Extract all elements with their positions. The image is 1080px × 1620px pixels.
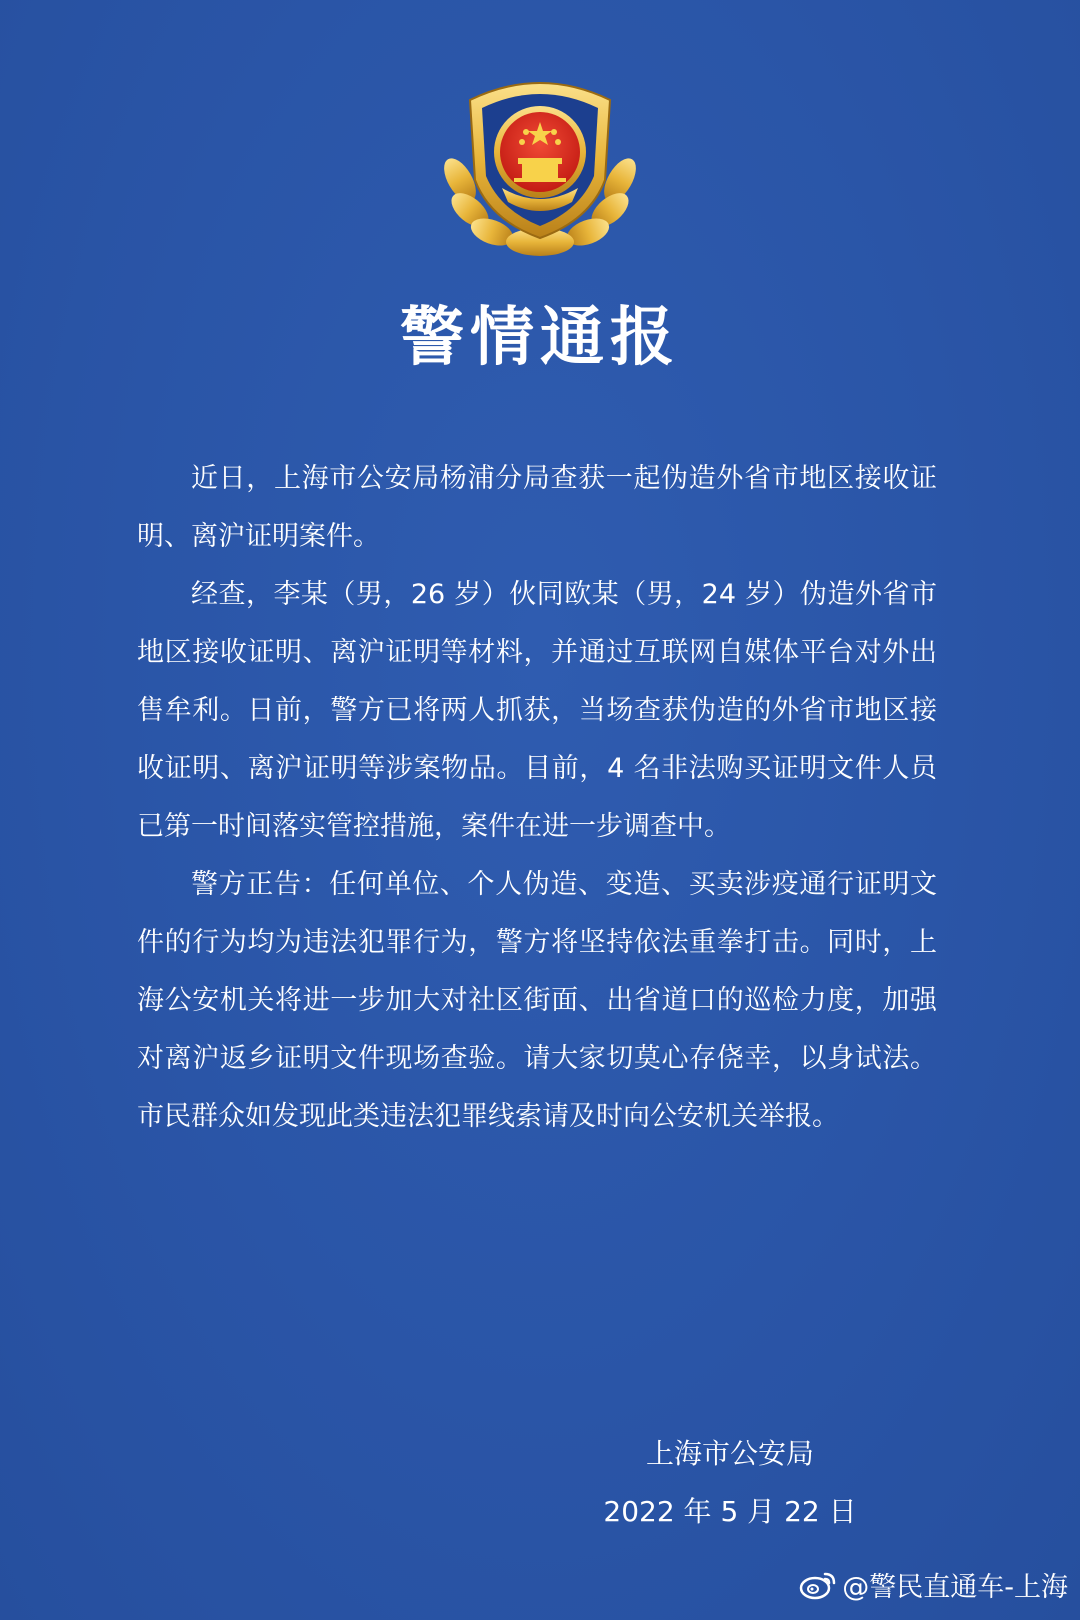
- paragraph-2: 经查，李某（男，26 岁）伙同欧某（男，24 岁）伪造外省市地区接收证明、离沪证明等材料，并通过互联网自媒体平台对外出售牟利。日前，警方已将两人抓获，当场查获伪造的外省市地区接收证明、离沪证明等涉案物品。目前，4 名非法购买证明文件人员已第一时间落实管控措施，案件在进一步调查中。: [137, 579, 937, 842]
- watermark-text: @警民直通车-上海: [842, 1571, 1068, 1603]
- signature-block: [560, 1425, 900, 1541]
- paragraph-3: 警方正告：任何单位、个人伪造、变造、买卖涉疫通行证明文件的行为均为违法犯罪行为，警方将坚持依法重拳打击。同时，上海公安机关将进一步加大对社区街面、出省道口的巡检力度，加强对离沪返乡证明文件现场查验。请大家切莫心存侥幸，以身试法。市民群众如发现此类违法犯罪线索请及时向公安机关举报。: [137, 869, 937, 1132]
- issuer-name: 上海市公安局: [645, 1437, 814, 1470]
- paragraph-1: 近日，上海市公安局杨浦分局查获一起伪造外省市地区接收证明、离沪证明案件。: [137, 463, 937, 552]
- weibo-icon: [798, 1568, 838, 1600]
- notice-body: [137, 450, 937, 1146]
- issue-date: 2022 年 5 月 22 日: [603, 1495, 857, 1528]
- weibo-watermark: [798, 1564, 1068, 1604]
- police-emblem-icon: [440, 70, 640, 260]
- page-title: 警情通报: [400, 301, 680, 375]
